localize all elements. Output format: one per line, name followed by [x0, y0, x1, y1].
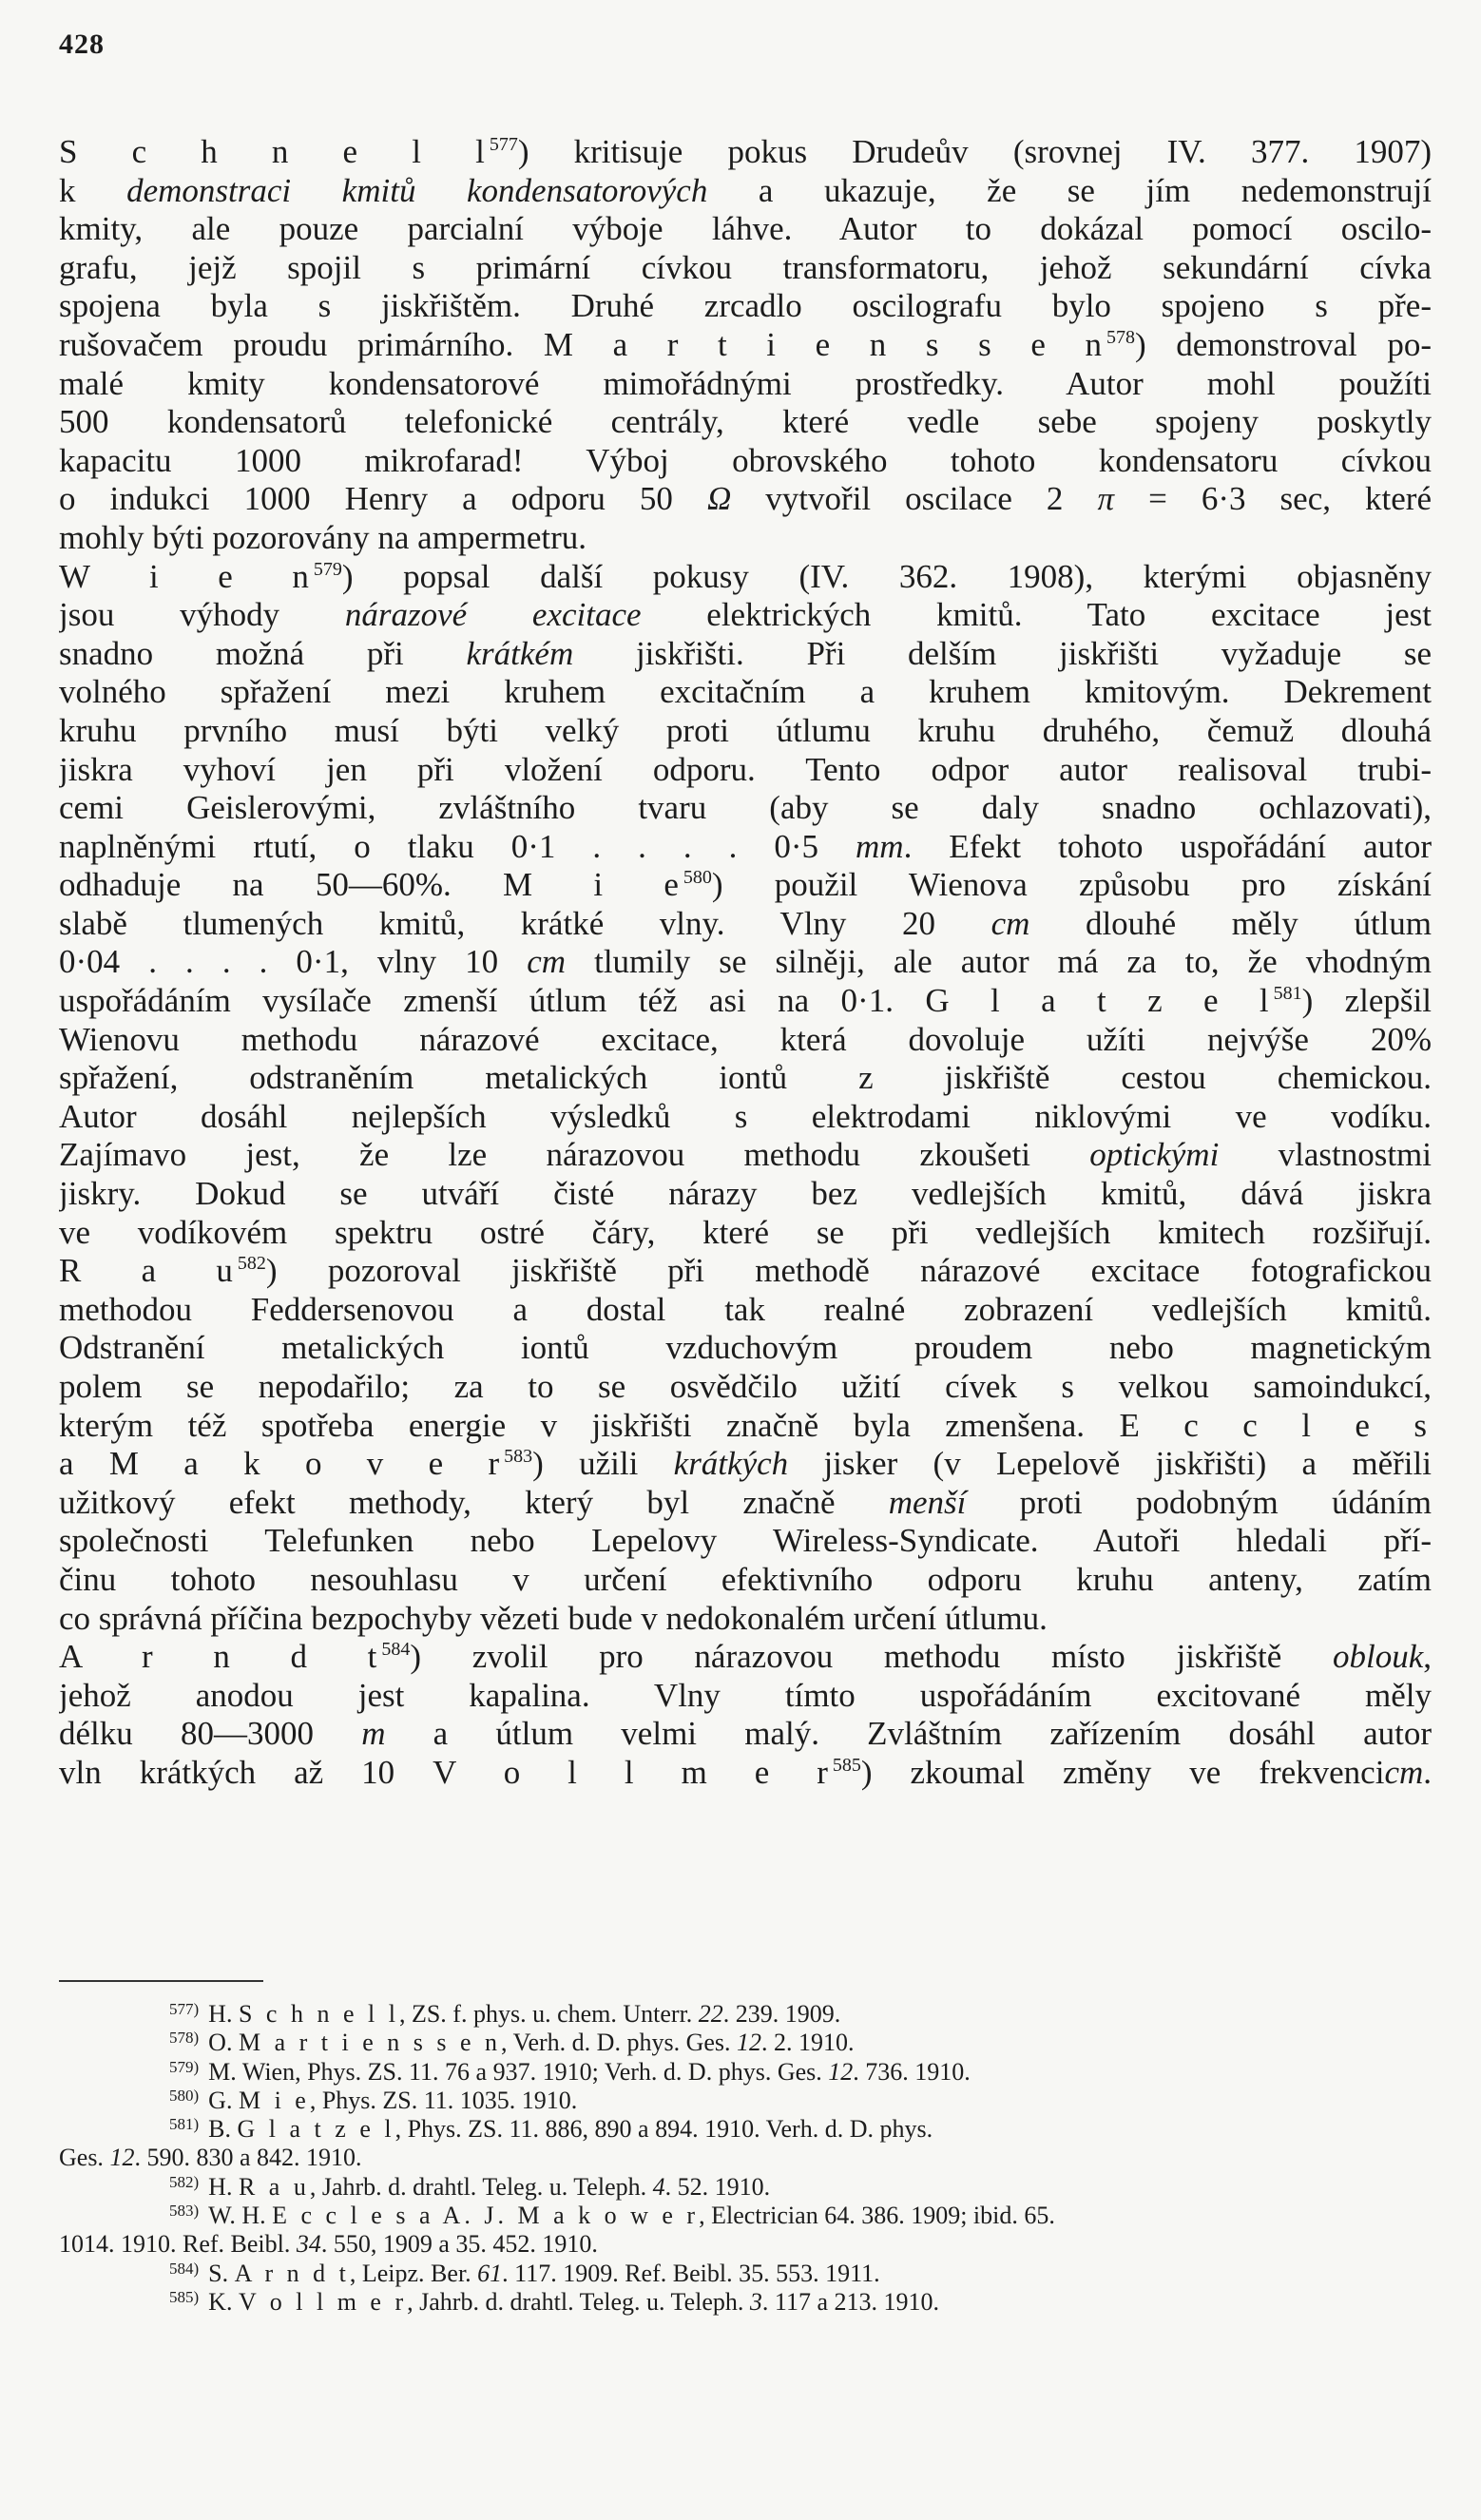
- page-number: 428: [59, 29, 105, 60]
- text-run: volného spřažení mezi kruhem excitačním a kruhem kmitovým. Dekrement: [59, 673, 1432, 711]
- text-line: [59, 1638, 1432, 1677]
- text-run: mohly býti pozorovány na ampermetru.: [59, 518, 587, 556]
- text-run: 500 kondensatorů telefonické centrály, které vedle sebe spojeny poskytly: [59, 403, 1432, 441]
- text-run: . 239. 1909.: [722, 2000, 841, 2028]
- footnotes: [59, 2000, 1420, 2317]
- footnote: [59, 2029, 1420, 2057]
- italic-text: Ω: [706, 480, 732, 518]
- text-run: Zajímavo jest, že lze nárazovou methodu zkoušeti: [59, 1136, 1090, 1174]
- text-run: a útlum velmi malý. Zvláštním zařízením dosáhl autor: [385, 1715, 1432, 1753]
- italic-text: oblouk: [1332, 1638, 1424, 1676]
- text-run: tlumily se silněji, ale autor má za to, že vhodným: [566, 943, 1432, 981]
- text-line: [59, 712, 1432, 751]
- footnote-number: 577): [169, 2000, 200, 2018]
- text-line: [59, 635, 1432, 674]
- text-run: H.: [208, 2172, 239, 2201]
- footnote: [59, 2230, 1420, 2259]
- text-line: [59, 442, 1432, 481]
- spaced-name: E c c l e s a A. J. M a k o w e r: [272, 2202, 700, 2230]
- text-run: . 2. 1910.: [761, 2029, 855, 2057]
- text-run: užitkový efekt methody, který byl značně: [59, 1483, 889, 1521]
- text-run: a ukazuje, že se jím nedemonstrují: [707, 171, 1432, 209]
- text-run: ) kritisuje pokus Drudeův (srovnej IV. 377. 1907): [517, 133, 1432, 170]
- italic-text: mm: [856, 827, 904, 865]
- text-run: kmity, ale pouze parcialní výboje láhve. Autor to dokázal pomocí oscilo-: [59, 210, 1432, 248]
- text-line: [59, 943, 1432, 982]
- text-line: [59, 1445, 1432, 1484]
- text-line: [59, 403, 1432, 442]
- text-run: 0·04 . . . . 0·1, vlny 10: [59, 943, 528, 981]
- text-line: [59, 1484, 1432, 1523]
- text-run: kterým též spotřeba energie v jiskřišti značně byla zmenšena.: [59, 1406, 1120, 1444]
- text-run: odhaduje na 50—60%.: [59, 866, 503, 904]
- text-line: [59, 828, 1432, 867]
- italic-text: m: [361, 1715, 386, 1753]
- text-run: .: [1423, 1753, 1432, 1791]
- footnote-ref: 583: [504, 1446, 533, 1468]
- text-run: Autor dosáhl nejlepších výsledků s elektrodami niklovými ve vodíku.: [59, 1097, 1432, 1135]
- text-run: jehož anodou jest kapalina. Vlny tímto uspořádáním excitované měly: [59, 1676, 1432, 1714]
- text-run: dlouhé měly útlum: [1029, 904, 1432, 942]
- text-run: co správná příčina bezpochyby vězeti bude v nedokonalém určení útlumu.: [59, 1599, 1048, 1637]
- text-run: grafu, jejž spojil s primární cívkou transformatoru, jehož sekundární cívka: [59, 248, 1432, 286]
- spaced-name: S c h n e l l: [238, 2000, 399, 2028]
- text-line: [59, 1136, 1432, 1175]
- italic-text: menší: [888, 1483, 967, 1521]
- text-run: . Efekt tohoto uspořádání autor: [903, 827, 1432, 865]
- italic-text: 12: [109, 2144, 135, 2172]
- text-run: . 117. 1909. Ref. Beibl. 35. 553. 1911.: [502, 2259, 880, 2287]
- footnote-ref: 582: [237, 1253, 266, 1275]
- footnote-number: 583): [169, 2202, 200, 2221]
- text-line: [59, 249, 1432, 288]
- text-run: jsou výhody: [59, 596, 345, 634]
- text-run: ) pozoroval jiskřiště při methodě nárazové excitace fotografickou: [265, 1252, 1432, 1290]
- italic-text: 4: [652, 2172, 665, 2201]
- text-line: [59, 1098, 1432, 1137]
- text-line: [59, 789, 1432, 828]
- spaced-name: A r n d t: [234, 2259, 350, 2287]
- text-line: [59, 1677, 1432, 1716]
- spaced-name: M a k o v e r: [108, 1445, 505, 1483]
- text-run: ) zkoumal změny ve frekvenci: [860, 1753, 1385, 1791]
- text-line: [59, 1522, 1432, 1561]
- text-run: . 590. 830 a 842. 1910.: [134, 2144, 362, 2172]
- text-run: uspořádáním vysílače zmenší útlum též asi na 0·1.: [59, 982, 926, 1020]
- italic-text: 22: [698, 2000, 723, 2028]
- spaced-name: S c h n e l l: [59, 133, 490, 170]
- text-line: [59, 1252, 1432, 1291]
- text-run: snadno možná při: [59, 634, 467, 672]
- spaced-name: V o l l m e r: [238, 2287, 408, 2316]
- text-line: [59, 519, 1432, 558]
- text-line: [59, 1561, 1432, 1600]
- text-run: ,: [1423, 1638, 1432, 1676]
- text-run: rušovačem proudu primárního.: [59, 325, 544, 363]
- text-run: činu tohoto nesouhlasu v určení efektivního odporu kruhu anteny, zatím: [59, 1560, 1432, 1598]
- spaced-name: E c c l e s: [1119, 1406, 1432, 1444]
- italic-text: cm: [991, 904, 1030, 942]
- footnote: [59, 2144, 1420, 2172]
- text-run: W. H.: [208, 2202, 273, 2230]
- text-run: ) demonstroval po-: [1134, 325, 1432, 363]
- footnote: [59, 2260, 1420, 2288]
- footnote-divider: [59, 1980, 263, 1982]
- text-run: 1014. 1910. Ref. Beibl.: [59, 2230, 297, 2259]
- italic-text: optickými: [1089, 1136, 1220, 1174]
- italic-text: 3: [749, 2287, 762, 2316]
- text-run: ) užili: [532, 1445, 674, 1483]
- text-run: o indukci 1000 Henry a odporu 50: [59, 480, 707, 518]
- footnote: [59, 2115, 1420, 2144]
- text-line: [59, 1021, 1432, 1060]
- text-run: = 6·3 sec, které: [1114, 480, 1432, 518]
- text-run: Odstranění metalických iontů vzduchovým proudem nebo magnetickým: [59, 1329, 1432, 1367]
- text-run: polem se nepodařilo; za to se osvědčilo užití cívek s velkou samoindukcí,: [59, 1368, 1432, 1405]
- text-run: . 736. 1910.: [853, 2057, 971, 2086]
- text-line: [59, 1407, 1432, 1446]
- text-run: ) popsal další pokusy (IV. 362. 1908), kterými objasněny: [341, 557, 1432, 595]
- text-run: , Verh. d. D. phys. Ges.: [501, 2029, 737, 2057]
- text-line: [59, 365, 1432, 404]
- footnote: [59, 2173, 1420, 2202]
- text-line: [59, 1715, 1432, 1754]
- italic-text: krátkých: [673, 1445, 789, 1483]
- text-line: [59, 1329, 1432, 1368]
- text-run: ) použil Wienova způsobu pro získání: [711, 866, 1432, 904]
- text-run: jiskřišti. Při delším jiskřišti vyžaduje se: [573, 634, 1432, 672]
- text-run: jisker (v Lepelově jiskřišti) a měřili: [788, 1445, 1432, 1483]
- text-line: [59, 1600, 1432, 1639]
- text-run: O.: [208, 2029, 239, 2057]
- italic-text: nárazové excitace: [344, 596, 642, 634]
- footnote-number: 580): [169, 2086, 200, 2105]
- spaced-name: G l a t z e l: [237, 2115, 395, 2144]
- spaced-name: M a r t i e n s s e n: [543, 325, 1106, 363]
- footnote-number: 584): [169, 2259, 200, 2278]
- text-run: B.: [208, 2115, 238, 2144]
- text-run: spojena byla s jiskřištěm. Druhé zrcadlo oscilografu bylo spojeno s pře-: [59, 287, 1432, 325]
- text-run: slabě tlumených kmitů, krátké vlny. Vlny 20: [59, 904, 991, 942]
- text-line: [59, 287, 1432, 326]
- text-run: H.: [208, 2000, 239, 2028]
- footnote-number: 578): [169, 2029, 200, 2048]
- text-run: jiskra vyhoví jen při vložení odporu. Tento odpor autor realisoval trubi-: [59, 750, 1432, 788]
- footnote-ref: 578: [1106, 326, 1135, 348]
- text-run: délku 80—3000: [59, 1715, 362, 1753]
- spaced-name: W i e n: [59, 557, 314, 595]
- italic-text: cm: [1384, 1753, 1424, 1791]
- footnote-ref: 579: [313, 558, 342, 580]
- spaced-name: M i e: [502, 866, 683, 904]
- footnote-number: 579): [169, 2057, 200, 2076]
- footnote-number: 582): [169, 2172, 200, 2191]
- text-run: , Jahrb. d. drahtl. Teleg. u. Teleph.: [407, 2287, 750, 2316]
- text-line: [59, 866, 1432, 905]
- italic-text: cm: [527, 943, 567, 981]
- text-run: naplněnými rtutí, o tlaku 0·1 . . . . 0·5: [59, 827, 856, 865]
- footnote: [59, 2058, 1420, 2087]
- text-run: ) zvolil pro nárazovou methodu místo jiskřiště: [410, 1638, 1333, 1676]
- text-run: , Phys. ZS. 11. 886, 890 a 894. 1910. Verh. d. D. phys.: [394, 2115, 933, 2144]
- footnote: [59, 2000, 1420, 2029]
- text-run: . 52. 1910.: [664, 2172, 771, 2201]
- text-line: [59, 1059, 1432, 1098]
- italic-text: π: [1097, 480, 1115, 518]
- text-run: M. Wien, Phys. ZS. 11. 76 a 937. 1910; Verh. d. D. phys. Ges.: [208, 2057, 829, 2086]
- text-run: , Leipz. Ber.: [349, 2259, 478, 2287]
- text-run: společnosti Telefunken nebo Lepelovy Wireless-Syndicate. Autoři hledali pří-: [59, 1522, 1432, 1560]
- text-run: . 117 a 213. 1910.: [761, 2287, 939, 2316]
- footnote-ref: 581: [1273, 983, 1302, 1005]
- spaced-name: M i e: [238, 2086, 310, 2114]
- italic-text: 12: [737, 2029, 761, 2057]
- text-line: [59, 172, 1432, 211]
- text-run: , ZS. f. phys. u. chem. Unterr.: [398, 2000, 699, 2028]
- footnote-number: 581): [169, 2115, 200, 2134]
- spaced-name: V o l l m e r: [433, 1753, 833, 1791]
- spaced-name: R a u: [238, 2172, 310, 2201]
- text-run: G.: [208, 2086, 239, 2114]
- text-run: kruhu prvního musí býti velký proti útlumu kruhu druhého, čemuž dlouhá: [59, 711, 1432, 749]
- text-run: cemi Geislerovými, zvláštního tvaru (aby se daly snadno ochlazovati),: [59, 789, 1432, 827]
- text-line: [59, 982, 1432, 1021]
- footnote-ref: 585: [832, 1754, 861, 1776]
- italic-text: demonstraci kmitů kondensatorových: [126, 171, 708, 209]
- text-run: proti podobným údáním: [966, 1483, 1432, 1521]
- italic-text: krátkém: [466, 634, 574, 672]
- text-run: S.: [208, 2259, 235, 2287]
- spaced-name: A r n d t: [59, 1638, 382, 1676]
- text-run: ve vodíkovém spektru ostré čáry, které se při vedlejších kmitech rozšiřují.: [59, 1213, 1432, 1251]
- text-line: [59, 596, 1432, 635]
- text-run: jiskry. Dokud se utváří čisté nárazy bez vedlejších kmitů, dává jiskra: [59, 1175, 1432, 1213]
- text-line: [59, 210, 1432, 249]
- text-run: malé kmity kondensatorové mimořádnými prostředky. Autor mohl použíti: [59, 364, 1432, 402]
- text-run: elektrických kmitů. Tato excitace jest: [641, 596, 1432, 634]
- spaced-name: G l a t z e l: [925, 982, 1274, 1020]
- footnote-number: 585): [169, 2287, 200, 2306]
- text-line: [59, 1754, 1432, 1793]
- text-run: , Electrician 64. 386. 1909; ibid. 65.: [699, 2202, 1055, 2230]
- body-text: [59, 133, 1432, 1793]
- spaced-name: M a r t i e n s s e n: [238, 2029, 502, 2057]
- text-run: spřažení, odstraněním metalických iontů z jiskřiště cestou chemickou.: [59, 1059, 1432, 1097]
- text-line: [59, 1291, 1432, 1330]
- footnote: [59, 2202, 1420, 2230]
- text-run: . 550, 1909 a 35. 452. 1910.: [320, 2230, 598, 2259]
- text-run: vytvořil oscilace 2: [731, 480, 1098, 518]
- text-run: , Phys. ZS. 11. 1035. 1910.: [309, 2086, 578, 2114]
- text-line: [59, 133, 1432, 172]
- text-line: [59, 480, 1432, 519]
- footnote: [59, 2087, 1420, 2115]
- italic-text: 34: [296, 2230, 321, 2259]
- spaced-name: R a u: [59, 1252, 238, 1290]
- text-run: methodou Feddersenovou a dostal tak realné zobrazení vedlejších kmitů.: [59, 1290, 1432, 1328]
- text-run: ) zlepšil: [1301, 982, 1432, 1020]
- text-line: [59, 751, 1432, 790]
- text-line: [59, 673, 1432, 712]
- text-run: vlastnostmi: [1219, 1136, 1432, 1174]
- text-line: [59, 905, 1432, 944]
- footnote-ref: 584: [381, 1639, 411, 1661]
- italic-text: 12: [828, 2057, 854, 2086]
- italic-text: 61: [477, 2259, 503, 2287]
- text-run: k: [59, 171, 127, 209]
- text-run: K.: [208, 2287, 239, 2316]
- text-run: kapacitu 1000 mikrofarad! Výboj obrovského tohoto kondensatoru cívkou: [59, 441, 1432, 479]
- text-run: , Jahrb. d. drahtl. Teleg. u. Teleph.: [309, 2172, 653, 2201]
- footnote: [59, 2288, 1420, 2317]
- footnote-ref: 577: [489, 134, 518, 155]
- text-run: Ges.: [59, 2144, 110, 2172]
- text-line: [59, 558, 1432, 597]
- text-line: [59, 1175, 1432, 1214]
- text-run: vln krátkých až 10: [59, 1753, 433, 1791]
- footnote-ref: 580: [683, 867, 712, 889]
- text-line: [59, 1368, 1432, 1407]
- text-line: [59, 1214, 1432, 1253]
- text-run: a: [59, 1445, 109, 1483]
- text-line: [59, 326, 1432, 365]
- text-run: Wienovu methodu nárazové excitace, která dovoluje užíti nejvýše 20%: [59, 1020, 1432, 1058]
